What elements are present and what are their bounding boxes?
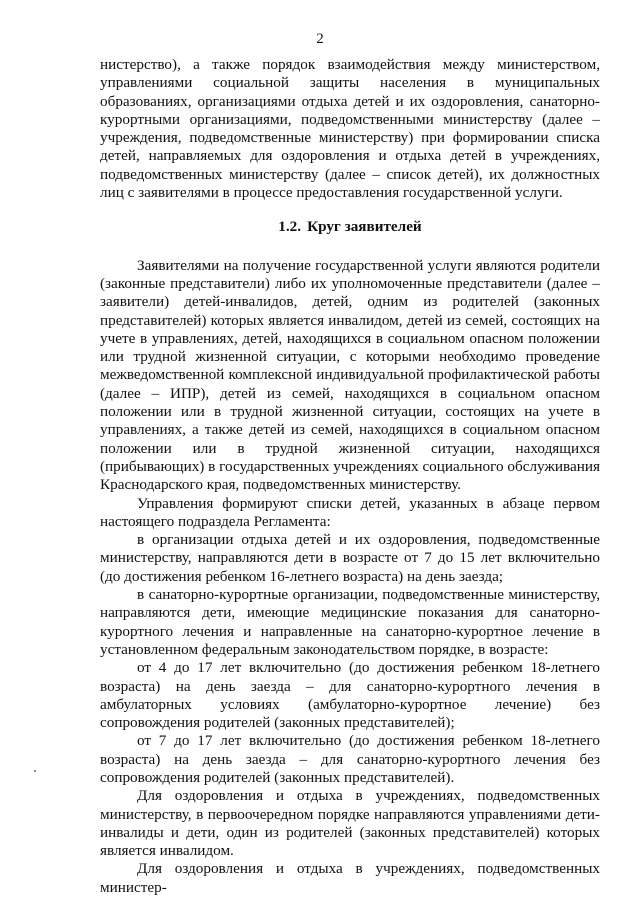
page-number: 2 [316,31,324,47]
paragraph-recreation-organizations: в организации отдыха детей и их оздоровления, подведомственные министерству, направляются дети в возрасте от 7 до 15 лет включительно (до достижения ребенком 16-летнего возраста) на день заезда; [100,531,600,585]
paragraph-age-4-17: от 4 до 17 лет включительно (до достижения ребенком 18-летнего возраста) на день заезда – для санаторно-курортного лечения в амбулаторных условиях (амбулаторно-курортное лечение) без сопровождения родителей (законных представителей); [100,659,600,732]
paragraph-applicants: Заявителями на получение государственной услуги являются родители (законные представители) либо их уполномоченные представители (далее – заявители) детей-инвалидов, детей, одним из родителей (законных представителей) которых является инвалидом, детей из семей, состоящих на учете в управлениях, детей, находящихся в социальном опасном положении или трудной жизненной ситуации, с которыми необходимо проведение межведомственной комплексной индивидуальной профилактической работы (далее – ИПР), детей из семей, находящихся в социальном опасном положении или в трудной жизненной ситуации, состоящих на учете в управлениях, а также детей из семей, находящихся в социальном опасном положении или в трудной жизненной ситуации, находящихся (прибывающих) в государственных учреждениях социального обслуживания Краснодарского края, подведомственных министерству. [100,256,600,494]
document-body [100,56,600,897]
section-title: Круг заявителей [307,218,422,236]
section-heading [100,218,600,236]
paragraph-priority: Для оздоровления и отдыха в учреждениях, подведомственных министерству, в первоочередном порядке направляются управлениями дети-инвалиды и дети, один из родителей (законных представителей) которых является инвалидом. [100,787,600,860]
paragraph-sanatorium-organizations: в санаторно-курортные организации, подведомственные министерству, направляются дети, имеющие медицинские показания для санаторно-курортного лечения и направленные на санаторно-курортное лечение в установленном федеральным законодательством порядке, в возрасте: [100,586,600,658]
paragraph-lists: Управления формируют списки детей, указанных в абзаце первом настоящего подраздела Регламента: [100,494,600,530]
scan-speck [34,770,36,772]
paragraph-age-7-17: от 7 до 17 лет включительно (до достижения ребенком 18-летнего возраста) на день заезда – для санаторно-курортного лечения без сопровождения родителей (законных представителей). [100,732,600,786]
paragraph-continuation: нистерство), а также порядок взаимодействия между министерством, управлениями социальной защиты населения в муниципальных образованиях, организациями отдыха детей и их оздоровления, санаторно-курортными организациями, подведомственными министерству (далее – учреждения, подведомственные министерству) при формировании списка детей, направляемых для оздоровления и отдыха детей в учреждениях, подведомственных министерству (далее – список детей), их должностных лиц с заявителями в процессе предоставления государственной услуги. [100,56,600,202]
paragraph-trailing: Для оздоровления и отдыха в учреждениях, подведомственных министер- [100,860,600,896]
section-number: 1.2. [278,218,302,236]
